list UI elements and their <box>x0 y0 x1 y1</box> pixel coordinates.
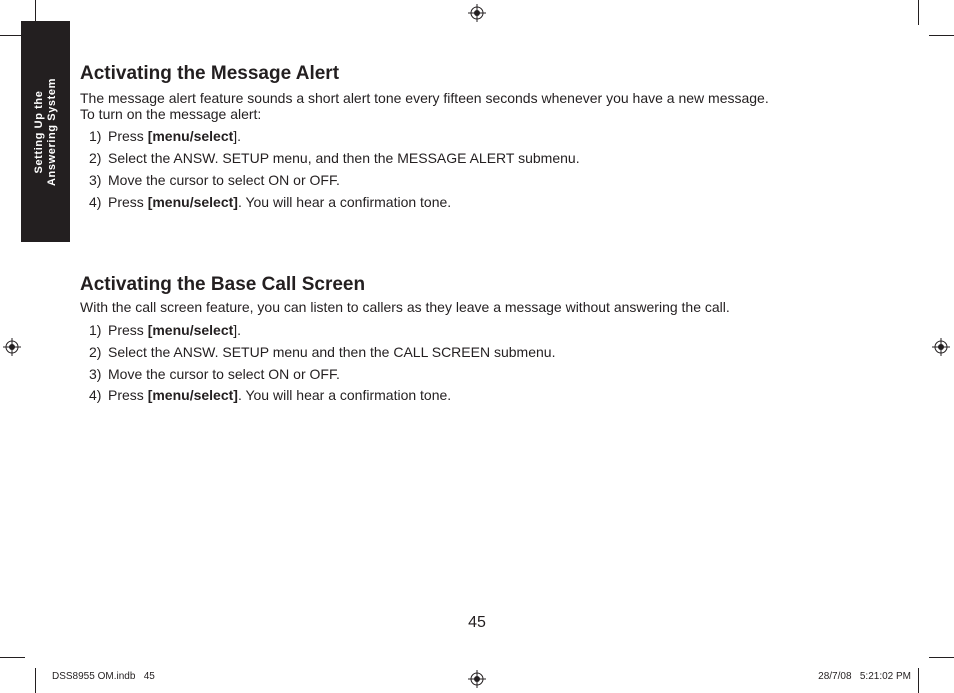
section-intro: To turn on the message alert: <box>80 106 262 122</box>
step-number: 4) <box>89 194 102 210</box>
step-number: 3) <box>89 172 102 188</box>
registration-mark-icon <box>932 338 950 356</box>
footer-file-info: DSS8955 OM.indb 45 <box>52 671 155 682</box>
step-text: Press <box>108 322 148 338</box>
step-number: 2) <box>89 150 102 166</box>
crop-mark <box>0 657 25 658</box>
step-text: . You will hear a confirmation tone. <box>237 387 452 403</box>
registration-mark-icon <box>3 338 21 356</box>
step-text: ]. <box>233 128 242 144</box>
step-item <box>89 387 451 404</box>
step-number: 1) <box>89 128 102 144</box>
step-item <box>89 194 451 211</box>
step-text: Move the cursor to select ON or OFF. <box>108 366 340 382</box>
section-intro: With the call screen feature, you can listen to callers as they leave a message without answering the call. <box>80 299 730 315</box>
crop-mark <box>918 0 919 25</box>
step-button-ref: [menu/select <box>147 322 234 338</box>
side-tab-line-2: Answering System <box>45 77 58 186</box>
section-title-message-alert: Activating the Message Alert <box>80 63 340 84</box>
side-tab-label <box>33 77 59 185</box>
section-intro: The message alert feature sounds a short alert tone every fifteen seconds whenever you have a new message. <box>80 90 769 106</box>
step-item <box>89 344 555 361</box>
step-text: Press <box>108 128 148 144</box>
step-number: 4) <box>89 387 102 403</box>
step-number: 2) <box>89 344 102 360</box>
page-number: 45 <box>468 614 486 631</box>
step-text: ]. <box>233 322 242 338</box>
step-item <box>89 128 241 145</box>
step-text: . You will hear a confirmation tone. <box>237 194 452 210</box>
crop-mark <box>929 35 954 36</box>
footer-timestamp: 28/7/08 5:21:02 PM <box>818 671 911 682</box>
crop-mark <box>929 657 954 658</box>
side-tab-line-1: Setting Up the <box>32 90 45 173</box>
step-item <box>89 366 340 383</box>
registration-mark-icon <box>468 4 486 22</box>
crop-mark <box>35 668 36 693</box>
step-text: Select the ANSW. SETUP menu and then the CALL SCREEN submenu. <box>108 344 556 360</box>
section-side-tab <box>21 21 70 242</box>
step-number: 3) <box>89 366 102 382</box>
registration-mark-icon <box>468 670 486 688</box>
step-number: 1) <box>89 322 102 338</box>
step-text: Move the cursor to select ON or OFF. <box>108 172 340 188</box>
step-item <box>89 172 340 189</box>
step-text: Select the ANSW. SETUP menu, and then the MESSAGE ALERT submenu. <box>108 150 580 166</box>
step-item <box>89 150 580 167</box>
step-text: Press <box>108 194 148 210</box>
crop-mark <box>918 668 919 693</box>
step-button-ref: [menu/select] <box>147 194 238 210</box>
step-text: Press <box>108 387 148 403</box>
section-title-call-screen: Activating the Base Call Screen <box>80 274 366 295</box>
step-item <box>89 322 241 339</box>
step-button-ref: [menu/select <box>147 128 234 144</box>
step-button-ref: [menu/select] <box>147 387 238 403</box>
